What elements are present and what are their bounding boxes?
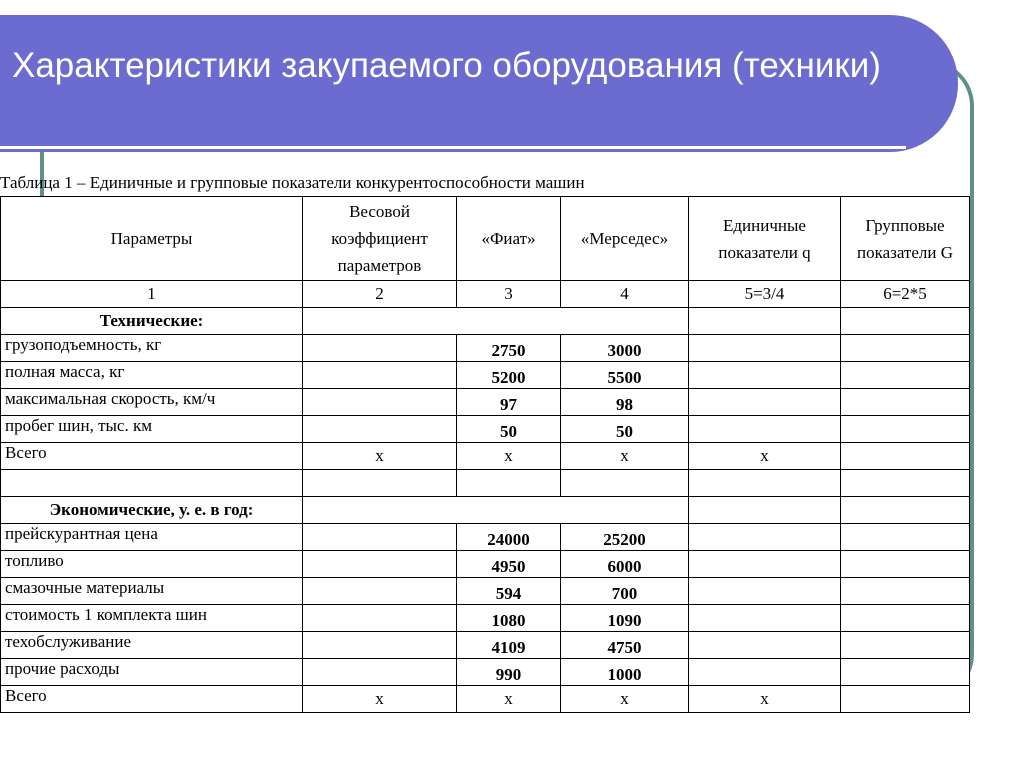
mercedes-value: 50 bbox=[561, 416, 689, 443]
section-title: Технические: bbox=[1, 308, 303, 335]
index-cell: 1 bbox=[1, 281, 303, 308]
fiat-value: 97 bbox=[457, 389, 561, 416]
header-params: Параметры bbox=[1, 197, 303, 281]
param-label: грузоподъемность, кг bbox=[1, 335, 303, 362]
fiat-value: 24000 bbox=[457, 524, 561, 551]
empty-row bbox=[1, 470, 970, 497]
param-label: техобслуживание bbox=[1, 632, 303, 659]
table-caption: Таблица 1 – Единичные и групповые показатели конкурентоспособности машин bbox=[0, 173, 585, 192]
fiat-value: 594 bbox=[457, 578, 561, 605]
fiat-value: 4109 bbox=[457, 632, 561, 659]
table-row bbox=[1, 659, 970, 686]
table-row bbox=[1, 362, 970, 389]
param-label: стоимость 1 комплекта шин bbox=[1, 605, 303, 632]
total-label: Всего bbox=[1, 686, 303, 713]
mercedes-value: 700 bbox=[561, 578, 689, 605]
total-mercedes: х bbox=[561, 686, 689, 713]
param-label: полная масса, кг bbox=[1, 362, 303, 389]
table-row bbox=[1, 632, 970, 659]
param-label: смазочные материалы bbox=[1, 578, 303, 605]
table-row bbox=[1, 551, 970, 578]
total-unit: х bbox=[689, 686, 841, 713]
table-row bbox=[1, 605, 970, 632]
param-label: максимальная скорость, км/ч bbox=[1, 389, 303, 416]
index-cell: 3 bbox=[457, 281, 561, 308]
header-group-indicators: Групповые показатели G bbox=[841, 197, 970, 281]
param-label: прочие расходы bbox=[1, 659, 303, 686]
mercedes-value: 4750 bbox=[561, 632, 689, 659]
section-row-technical bbox=[1, 308, 970, 335]
table-row bbox=[1, 335, 970, 362]
header-mercedes: «Мерседес» bbox=[561, 197, 689, 281]
table-row bbox=[1, 578, 970, 605]
fiat-value: 1080 bbox=[457, 605, 561, 632]
title-underline bbox=[0, 146, 906, 149]
header-row bbox=[1, 197, 970, 281]
mercedes-value: 25200 bbox=[561, 524, 689, 551]
total-unit: х bbox=[689, 443, 841, 470]
index-cell: 4 bbox=[561, 281, 689, 308]
mercedes-value: 6000 bbox=[561, 551, 689, 578]
header-unit-indicators: Единичные показатели q bbox=[689, 197, 841, 281]
section-title: Экономические, у. е. в год: bbox=[1, 497, 303, 524]
mercedes-value: 1090 bbox=[561, 605, 689, 632]
mercedes-value: 98 bbox=[561, 389, 689, 416]
fiat-value: 5200 bbox=[457, 362, 561, 389]
fiat-value: 4950 bbox=[457, 551, 561, 578]
table-row bbox=[1, 389, 970, 416]
total-row-economic bbox=[1, 686, 970, 713]
param-label: топливо bbox=[1, 551, 303, 578]
slide-title: Характеристики закупаемого оборудования (техники) bbox=[12, 46, 881, 85]
index-row bbox=[1, 281, 970, 308]
param-label: пробег шин, тыс. км bbox=[1, 416, 303, 443]
fiat-value: 2750 bbox=[457, 335, 561, 362]
mercedes-value: 1000 bbox=[561, 659, 689, 686]
mercedes-value: 5500 bbox=[561, 362, 689, 389]
param-label: прейскурантная цена bbox=[1, 524, 303, 551]
total-weight: х bbox=[303, 443, 457, 470]
total-row-technical bbox=[1, 443, 970, 470]
table-row bbox=[1, 416, 970, 443]
total-fiat: х bbox=[457, 443, 561, 470]
section-row-economic bbox=[1, 497, 970, 524]
table-row bbox=[1, 524, 970, 551]
title-banner bbox=[0, 15, 958, 152]
index-cell: 5=3/4 bbox=[689, 281, 841, 308]
fiat-value: 990 bbox=[457, 659, 561, 686]
total-weight: х bbox=[303, 686, 457, 713]
mercedes-value: 3000 bbox=[561, 335, 689, 362]
header-weight: Весовой коэффициент параметров bbox=[303, 197, 457, 281]
index-cell: 2 bbox=[303, 281, 457, 308]
total-fiat: х bbox=[457, 686, 561, 713]
header-fiat: «Фиат» bbox=[457, 197, 561, 281]
index-cell: 6=2*5 bbox=[841, 281, 970, 308]
total-label: Всего bbox=[1, 443, 303, 470]
fiat-value: 50 bbox=[457, 416, 561, 443]
total-mercedes: х bbox=[561, 443, 689, 470]
competitiveness-table bbox=[0, 196, 970, 713]
